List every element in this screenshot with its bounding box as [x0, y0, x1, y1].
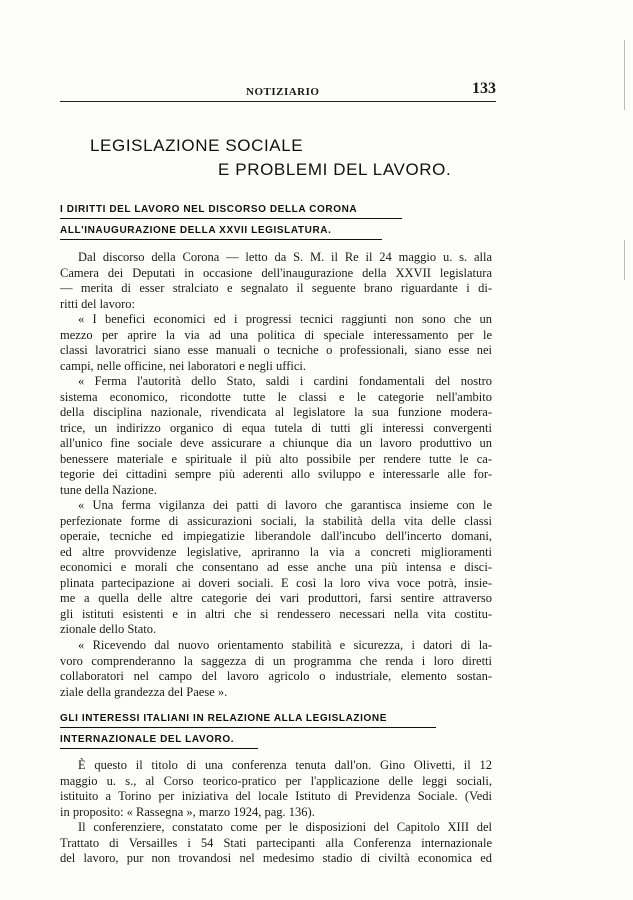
text-line: della disciplina nazionale, rivendicata al legislatore la sua funzione modera- — [60, 405, 492, 419]
text-line: tegorie dei cittadini sempre più aderenti allo sviluppo e interessarle alle for- — [60, 467, 492, 481]
text-line: trice, un indirizzo organico di equa tutela di tutti gli interessi convergenti — [60, 420, 492, 435]
text-line: in proposito: « Rassegna », marzo 1924, pag. 136). — [60, 804, 315, 819]
scan-margin-mark — [624, 40, 625, 110]
text-line: tune della Nazione. — [60, 482, 157, 497]
text-line: collaboratori nel campo del lavoro agricolo o industriale, elemento sostan- — [60, 669, 492, 683]
text-line: « Una ferma vigilanza dei patti di lavoro che garantisca insieme con le — [78, 498, 492, 512]
text-line: ritti del lavoro: — [60, 296, 135, 311]
text-line: Trattato di Versailles i 54 Stati partecipanti alla Conferenza internazionale — [60, 835, 492, 850]
text-line: maggio u. s., al Corso teorico-pratico per l'applicazione delle leggi sociali, — [60, 773, 492, 788]
text-line: È questo il titolo di una conferenza tenuta dall'on. Gino Olivetti, il 12 — [78, 758, 492, 772]
scan-margin-mark — [624, 240, 625, 280]
text-line: ziale della grandezza del Paese ». — [60, 684, 228, 699]
text-line: mezzo per aprire la via ad una politica di speciale interessamento per le — [60, 327, 492, 342]
text-line: Camera dei Deputati in occasione dell'inaugurazione della XXVII legislatura — [60, 265, 492, 280]
section2-heading-line2: INTERNAZIONALE DEL LAVORO. — [60, 734, 235, 745]
header-rule — [60, 101, 496, 102]
text-line: gli istituti esistenti e in altri che si rendessero necessari nella vita costitu- — [60, 606, 492, 621]
section2-heading-rule1 — [60, 727, 436, 728]
text-line: voro comprenderanno la saggezza di un programma che renda i loro diretti — [60, 653, 492, 668]
text-line: del lavoro, pur non trovandosi nel medesimo stadio di civiltà economica ed — [60, 851, 492, 865]
section1-paragraph — [60, 312, 492, 374]
section2-heading-rule2 — [60, 748, 258, 749]
text-line: — merita di esser stralciato e segnalato il seguente brano riguardante i di- — [60, 281, 492, 295]
text-line: economici e morali che consentano ad esse anche una più intensa e disci- — [60, 560, 492, 574]
article-title-line1: LEGISLAZIONE SOCIALE — [90, 136, 304, 155]
section1-heading-rule2 — [60, 239, 382, 240]
text-line: Il conferenziere, constatato come per le disposizioni del Capitolo XIII del — [78, 820, 492, 834]
text-line: benessere materiale e spirituale il più alto possibile per rendere tutte le ca- — [60, 451, 492, 466]
text-line: « Ricevendo dal nuovo orientamento stabilità e sicurezza, i datori di la- — [78, 638, 492, 652]
article-title-line2: E PROBLEMI DEL LAVORO. — [218, 160, 452, 179]
running-header — [60, 80, 496, 102]
text-line: operaie, tecniche ed impiegatizie liberandole dall'incubo dell'incerto domani, — [60, 529, 492, 543]
text-line: zionale dello Stato. — [60, 622, 157, 636]
text-line: istituito a Torino per iniziativa del locale Istituto di Previdenza Sociale. (Vedi — [60, 789, 492, 803]
text-line: me a quella delle altre categorie dei vari produttori, farsi sentire attraverso — [60, 591, 492, 605]
text-line: « Ferma l'autorità dello Stato, saldi i cardini fondamentali del nostro — [78, 374, 492, 388]
text-line: ed altre provvidenze legislative, apriranno la via a concreti miglioramenti — [60, 544, 492, 559]
text-line: sistema economico, ricondotte tutte le classi e le categorie nell'ambito — [60, 389, 492, 404]
section1-heading-line1: I DIRITTI DEL LAVORO NEL DISCORSO DELLA CORONA — [60, 204, 358, 215]
text-line: perfezionate forme di assicurazioni sociali, la stabilità della vita delle classi — [60, 513, 492, 528]
text-line: plinata partecipazione ai doveri sociali. E così la loro viva voce potrà, insie- — [60, 575, 492, 590]
section1-paragraph — [60, 498, 492, 638]
text-line: classi lavoratrici siano esse manuali o tecniche o professionali, siano esse nei — [60, 343, 492, 357]
section1-heading-line2: ALL'INAUGURAZIONE DELLA XXVII LEGISLATURA. — [60, 225, 332, 236]
section1-paragraph — [60, 250, 492, 312]
section1-paragraph — [60, 374, 492, 498]
section1-paragraph — [60, 638, 492, 700]
text-line: Dal discorso della Corona — letto da S. M. il Re il 24 maggio u. s. alla — [78, 250, 492, 264]
text-line: campi, nelle officine, nei laboratori e negli uffici. — [60, 358, 306, 373]
text-line: « I benefici economici ed i progressi tecnici raggiunti non sono che un — [78, 312, 492, 326]
section2-paragraph — [60, 820, 492, 867]
section2-paragraph — [60, 758, 492, 820]
page-number: 133 — [472, 80, 496, 97]
text-line: all'unico fine sociale deve assicurare a chiunque dia un lavoro produttivo un — [60, 436, 492, 450]
section1-heading-rule1 — [60, 218, 402, 219]
section2-heading-line1: GLI INTERESSI ITALIANI IN RELAZIONE ALLA LEGISLAZIONE — [60, 713, 387, 724]
running-title: NOTIZIARIO — [246, 86, 320, 98]
